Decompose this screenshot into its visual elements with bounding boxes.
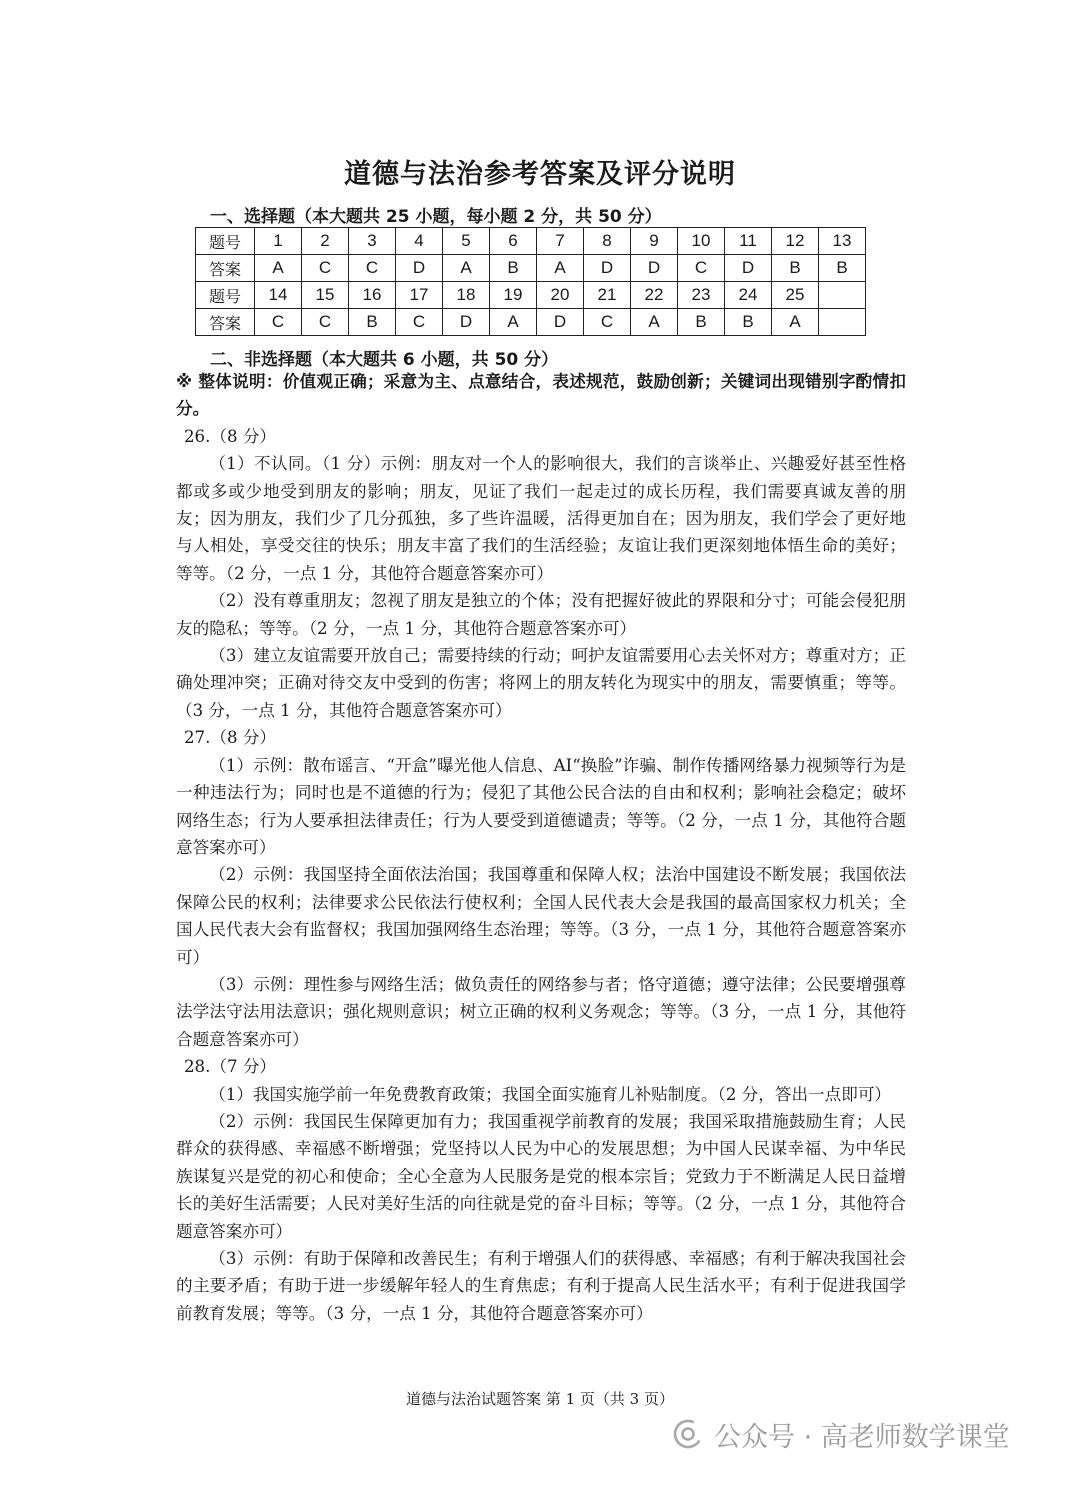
table-cell: 4 [396, 228, 443, 255]
table-cell: D [631, 255, 678, 282]
table-cell: C [584, 309, 631, 336]
table-cell: 21 [584, 282, 631, 309]
table-cell: A [772, 309, 819, 336]
table-cell: B [772, 255, 819, 282]
table-cell: B [678, 309, 725, 336]
watermark-text: 公众号 · 高老师数学课堂 [714, 1421, 1010, 1453]
table-cell: 15 [302, 282, 349, 309]
table-cell: B [819, 255, 866, 282]
section-open-questions-heading: 二、非选择题（本大题共 6 小题，共 50 分） [210, 350, 559, 370]
table-cell: A [537, 255, 584, 282]
question-27-heading: 27.（8 分） [184, 728, 277, 748]
table-cell: 18 [443, 282, 490, 309]
table-row-answers-1 [196, 255, 866, 282]
row-label-answer: 答案 [196, 255, 255, 282]
question-28-heading: 28.（7 分） [184, 1057, 277, 1077]
table-cell: A [490, 309, 537, 336]
table-cell: 22 [631, 282, 678, 309]
table-cell: 10 [678, 228, 725, 255]
table-cell: 19 [490, 282, 537, 309]
table-cell: 5 [443, 228, 490, 255]
table-row-question-numbers-1 [196, 228, 866, 255]
table-cell: 3 [349, 228, 396, 255]
page-footer: 道德与法治试题答案 第 1 页（共 3 页） [406, 1390, 674, 1408]
table-cell: B [490, 255, 537, 282]
table-cell: 1 [255, 228, 302, 255]
table-cell: A [443, 255, 490, 282]
question-26-part-2: （2）没有尊重朋友；忽视了朋友是独立的个体；没有把握好彼此的界限和分寸；可能会侵犯朋友的隐私；等等。（2 分，一点 1 分，其他符合题意答案亦可） [176, 591, 906, 638]
answer-body [176, 368, 906, 1327]
table-cell: C [302, 255, 349, 282]
table-cell: 24 [725, 282, 772, 309]
answer-table [195, 227, 866, 336]
table-cell: 9 [631, 228, 678, 255]
table-cell: 11 [725, 228, 772, 255]
question-27-part-1: （1）示例：散布谣言、“开盒”曝光他人信息、AI“换脸”诈骗、制作传播网络暴力视频等行为是一种违法行为；同时也是不道德的行为；侵犯了其他公民合法的自由和权利；影响社会稳定；破坏网络生态；行为人要承担法律责任；行为人要受到道德谴责；等等。（2 分，一点 1 分，其他符合题意答案亦可） [176, 755, 906, 857]
table-cell-empty [819, 282, 866, 309]
watermark [672, 1414, 1010, 1454]
table-cell-empty [819, 309, 866, 336]
question-27-part-2: （2）示例：我国坚持全面依法治国；我国尊重和保障人权；法治中国建设不断发展；我国依法保障公民的权利；法律要求公民依法行使权利；全国人民代表大会是我国的最高国家权力机关；全国人民代表大会有监督权；我国加强网络生态治理；等等。（3 分，一点 1 分，其他符合题意答案亦可） [176, 865, 906, 967]
table-cell: 14 [255, 282, 302, 309]
table-cell: C [396, 309, 443, 336]
question-26-part-3: （3）建立友谊需要开放自己；需要持续的行动；呵护友谊需要用心去关怀对方；尊重对方；正确处理冲突；正确对待交友中受到的伤害；将网上的朋友转化为现实中的朋友，需要慎重；等等。（3 分，一点 1 分，其他符合题意答案亦可） [176, 646, 906, 720]
question-28-part-3: （3）示例：有助于保障和改善民生；有利于增强人们的获得感、幸福感；有利于解决我国社会的主要矛盾；有助于进一步缓解年轻人的生育焦虑；有利于提高人民生活水平；有利于促进我国学前教育发展；等等。（3 分，一点 1 分，其他符合题意答案亦可） [176, 1249, 906, 1323]
table-cell: 8 [584, 228, 631, 255]
table-cell: A [255, 255, 302, 282]
table-cell: C [349, 255, 396, 282]
table-cell: B [349, 309, 396, 336]
table-cell: C [255, 309, 302, 336]
table-cell: C [302, 309, 349, 336]
table-cell: B [725, 309, 772, 336]
section-multiple-choice-heading: 一、选择题（本大题共 25 小题，每小题 2 分，共 50 分） [210, 207, 662, 227]
question-28-part-2: （2）示例：我国民生保障更加有力；我国重视学前教育的发展；我国采取措施鼓励生育；人民群众的获得感、幸福感不断增强；党坚持以人民为中心的发展思想；为中国人民谋幸福、为中华民族谋复兴是党的初心和使命；全心全意为人民服务是党的根本宗旨；党致力于不断满足人民日益增长的美好生活需要；人民对美好生活的向往就是党的奋斗目标；等等。（2 分，一点 1 分，其他符合题意答案亦可） [176, 1111, 906, 1241]
table-cell: A [631, 309, 678, 336]
table-cell: 23 [678, 282, 725, 309]
table-cell: 2 [302, 228, 349, 255]
table-row-answers-2 [196, 309, 866, 336]
table-cell: 20 [537, 282, 584, 309]
question-27-part-3: （3）示例：理性参与网络生活；做负责任的网络参与者；恪守道德；遵守法律；公民要增强尊法学法守法用法意识；强化规则意识；树立正确的权利义务观念；等等。（3 分，一点 1 分，其他符合题意答案亦可） [176, 974, 906, 1049]
page-title: 道德与法治参考答案及评分说明 [344, 159, 736, 190]
row-label-number: 题号 [196, 228, 255, 255]
table-cell: D [443, 309, 490, 336]
question-26-heading: 26.（8 分） [184, 426, 277, 446]
table-cell: 17 [396, 282, 443, 309]
row-label-answer: 答案 [196, 309, 255, 336]
table-cell: 16 [349, 282, 396, 309]
table-cell: D [725, 255, 772, 282]
wechat-official-account-icon [672, 1418, 704, 1450]
table-row-question-numbers-2 [196, 282, 866, 309]
table-cell: 13 [819, 228, 866, 255]
table-cell: 12 [772, 228, 819, 255]
table-cell: 25 [772, 282, 819, 309]
question-28-part-1: （1）我国实施学前一年免费教育政策；我国全面实施育儿补贴制度。（2 分，答出一点即可） [209, 1084, 892, 1104]
table-cell: D [584, 255, 631, 282]
table-cell: C [678, 255, 725, 282]
table-cell: D [396, 255, 443, 282]
row-label-number: 题号 [196, 282, 255, 309]
table-cell: 6 [490, 228, 537, 255]
table-cell: D [537, 309, 584, 336]
table-cell: 7 [537, 228, 584, 255]
question-26-part-1: （1）不认同。（1 分）示例：朋友对一个人的影响很大，我们的言谈举止、兴趣爱好甚至性格都或多或少地受到朋友的影响；朋友，见证了我们一起走过的成长历程，我们需要真诚友善的朋友；因为朋友，我们少了几分孤独，多了些许温暖，活得更加自在；因为朋友，我们学会了更好地与人相处，享受交往的快乐；朋友丰富了我们的生活经验；友谊让我们更深刻地体悟生命的美好；等等。（2 分，一点 1 分，其他符合题意答案亦可） [176, 454, 906, 583]
general-note: ※ 整体说明：价值观正确；采意为主、点意结合，表述规范，鼓励创新；关键词出现错别字酌情扣分。 [176, 372, 906, 419]
